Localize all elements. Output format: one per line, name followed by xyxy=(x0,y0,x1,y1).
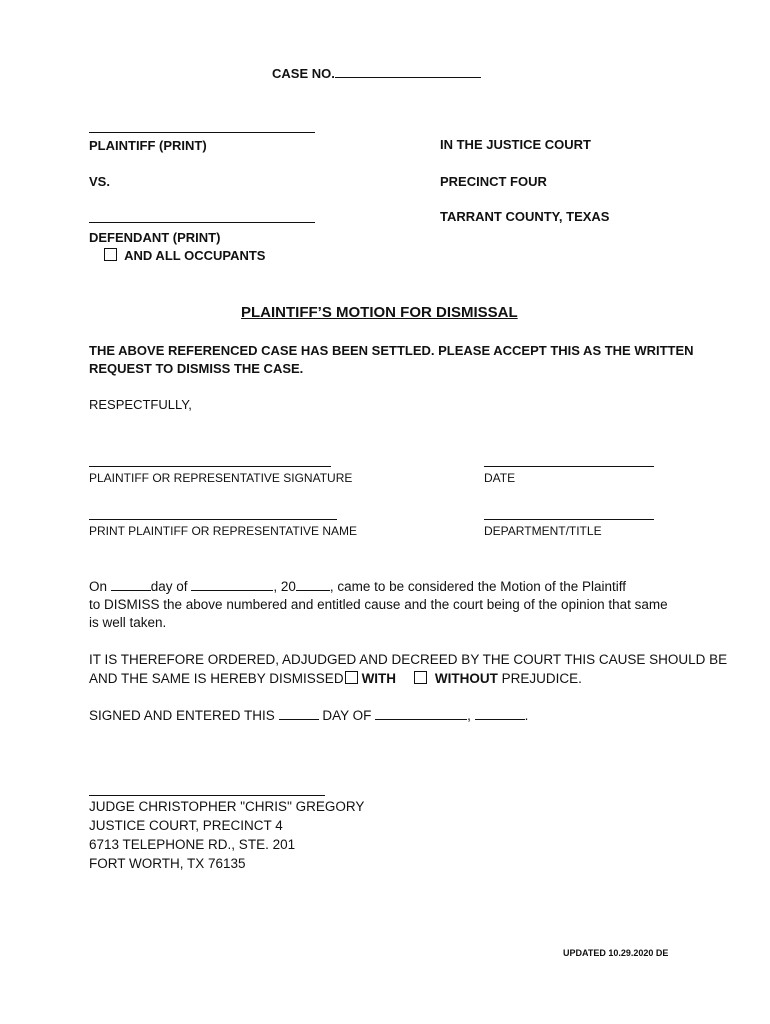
plaintiff-signature-line[interactable] xyxy=(89,466,331,467)
department-label: DEPARTMENT/TITLE xyxy=(484,524,602,538)
signed-year-blank[interactable] xyxy=(475,707,525,720)
order-line-3: is well taken. xyxy=(89,615,167,630)
date-label: DATE xyxy=(484,471,516,485)
motion-body-line-1: THE ABOVE REFERENCED CASE HAS BEEN SETTLED. PLEASE ACCEPT THIS AS THE WRITTEN xyxy=(89,343,694,358)
day-of-caps-label: DAY OF xyxy=(322,708,372,723)
without-label: WITHOUT xyxy=(434,671,498,686)
order-month-blank[interactable] xyxy=(191,578,273,591)
ordered-line-2 xyxy=(89,671,582,686)
order-line-1 xyxy=(89,578,626,594)
order-line-2: to DISMISS the above numbered and entitled cause and the court being of the opinion that same xyxy=(89,597,668,612)
respectfully-label: RESPECTFULLY, xyxy=(89,397,192,412)
with-prejudice-checkbox[interactable] xyxy=(345,671,358,684)
court-line-2: PRECINCT FOUR xyxy=(440,174,547,189)
plaintiff-label: PLAINTIFF (PRINT) xyxy=(89,138,207,153)
case-no-row xyxy=(272,65,481,81)
defendant-name-line[interactable] xyxy=(89,222,315,223)
print-name-label: PRINT PLAINTIFF OR REPRESENTATIVE NAME xyxy=(89,524,358,538)
judge-city: FORT WORTH, TX 76135 xyxy=(89,856,246,871)
plaintiff-name-line[interactable] xyxy=(89,132,315,133)
court-line-3: TARRANT COUNTY, TEXAS xyxy=(440,209,610,224)
signed-entered-row: SIGNED AND ENTERED THIS DAY OF , . xyxy=(89,708,529,723)
occupants-row xyxy=(104,248,265,263)
motion-title: PLAINTIFF’S MOTION FOR DISMISSAL xyxy=(241,304,518,321)
judge-name: JUDGE CHRISTOPHER "CHRIS" GREGORY xyxy=(89,799,365,814)
signed-day-blank[interactable] xyxy=(279,707,319,720)
judge-address: 6713 TELEPHONE RD., STE. 201 xyxy=(89,837,296,852)
signed-month-blank[interactable] xyxy=(375,707,467,720)
order-day-blank[interactable] xyxy=(111,578,151,591)
defendant-label: DEFENDANT (PRINT) xyxy=(89,230,221,245)
judge-court: JUSTICE COURT, PRECINCT 4 xyxy=(89,818,283,833)
day-of-label: day of xyxy=(150,579,188,594)
order-year-blank[interactable] xyxy=(296,578,330,591)
judge-signature-line[interactable] xyxy=(89,795,325,796)
motion-body-line-2: REQUEST TO DISMISS THE CASE. xyxy=(89,361,304,376)
signed-entered-label: SIGNED AND ENTERED THIS xyxy=(89,708,275,723)
case-no-label: CASE NO. xyxy=(272,66,335,81)
vs-label: VS. xyxy=(89,174,110,189)
with-label: WITH xyxy=(361,671,397,686)
on-label: On xyxy=(89,579,108,594)
plaintiff-signature-label: PLAINTIFF OR REPRESENTATIVE SIGNATURE xyxy=(89,471,353,485)
department-line[interactable] xyxy=(484,519,654,520)
case-no-blank[interactable] xyxy=(335,65,481,78)
considered-label: , came to be considered the Motion of the Plaintiff xyxy=(329,579,627,594)
occupants-label: AND ALL OCCUPANTS xyxy=(124,248,266,263)
occupants-checkbox[interactable] xyxy=(104,248,117,261)
updated-footer: UPDATED 10.29.2020 DE xyxy=(563,948,669,958)
date-line[interactable] xyxy=(484,466,654,467)
print-name-line[interactable] xyxy=(89,519,337,520)
without-prejudice-checkbox[interactable] xyxy=(414,671,427,684)
prejudice-label: PREJUDICE. xyxy=(501,671,582,686)
dismissed-label: AND THE SAME IS HEREBY DISMISSED xyxy=(89,671,344,686)
court-line-1: IN THE JUSTICE COURT xyxy=(440,137,591,152)
ordered-line-1: IT IS THEREFORE ORDERED, ADJUDGED AND DECREED BY THE COURT THIS CAUSE SHOULD BE xyxy=(89,652,728,667)
comma-20-label: , 20 xyxy=(273,579,296,594)
